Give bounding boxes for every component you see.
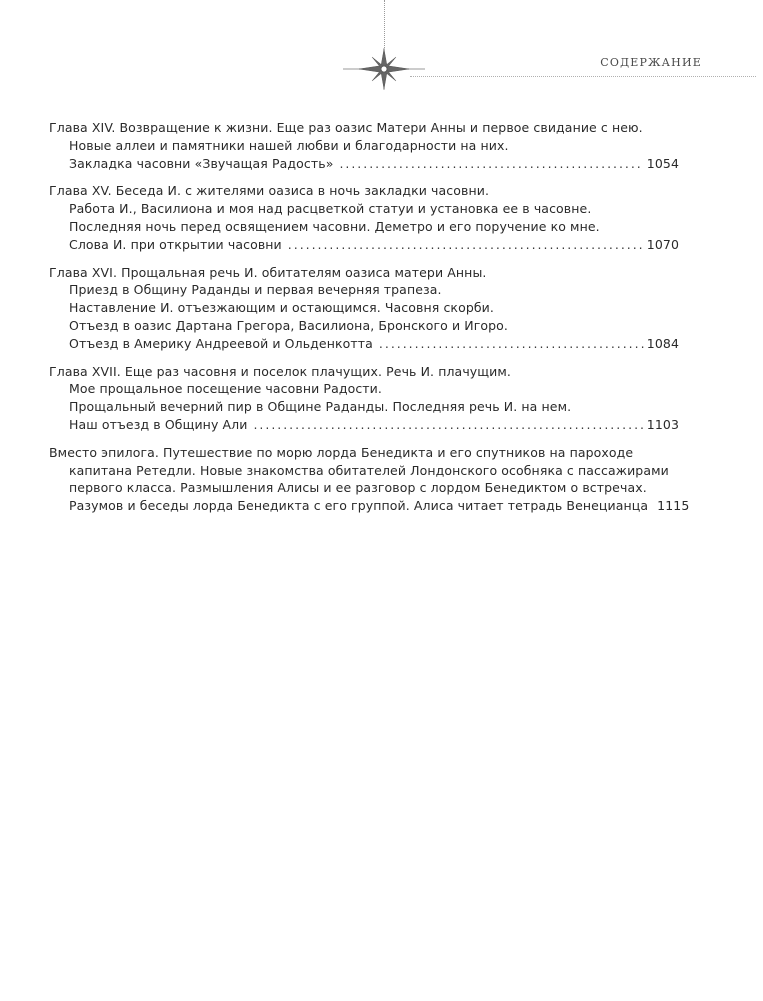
toc-entry: [49, 119, 679, 172]
top-dotted-rule: [384, 0, 385, 48]
toc-line-last: [49, 155, 679, 173]
toc-line-text: Отъезд в Америку Андреевой и Ольденкотта: [69, 335, 373, 351]
toc-line: Отъезд в оазис Дартана Грегора, Василиона, Бронского и Игоро.: [69, 317, 508, 333]
dot-leader: [339, 155, 643, 173]
toc-line-last: [49, 497, 690, 515]
page-number: 1103: [646, 416, 679, 432]
toc-line: Наставление И. отъезжающим и остающимся. Часовня скорби.: [69, 300, 494, 316]
toc-line: Новые аллеи и памятники нашей любви и благодарности на них.: [69, 137, 509, 153]
toc-line: Мое прощальное посещение часовни Радости.: [69, 381, 382, 397]
dot-leader: [253, 416, 643, 434]
header-dotted-rule: [410, 76, 756, 77]
toc-line-last: [49, 236, 679, 254]
running-head: СОДЕРЖАНИЕ: [600, 56, 702, 69]
toc-entry: [49, 444, 690, 515]
toc-line: Глава XV. Беседа И. с жителями оазиса в ночь закладки часовни.: [49, 183, 490, 199]
toc-line: Вместо эпилога. Путешествие по морю лорда Бенедикта и его спутников на пароходе: [49, 444, 634, 460]
toc-line: капитана Ретедли. Новые знакомства обитателей Лондонского особняка с пассажирами: [69, 462, 669, 478]
toc-line: Приезд в Общину Раданды и первая вечерняя трапеза.: [69, 282, 442, 298]
toc-line: Глава XVI. Прощальная речь И. обитателям оазиса матери Анны.: [49, 264, 487, 280]
page-number: 1115: [657, 498, 690, 514]
dot-leader: [288, 236, 644, 254]
dot-leader: [379, 335, 644, 353]
page-number: 1070: [646, 236, 679, 252]
toc-line-text: Наш отъезд в Общину Али: [69, 416, 248, 432]
toc-entry: [49, 363, 679, 434]
page-number: 1054: [646, 155, 679, 171]
toc-line: Глава XIV. Возвращение к жизни. Еще раз оазис Матери Анны и первое свидание с нею.: [49, 120, 643, 135]
page-number: 1084: [646, 335, 679, 351]
toc-line: первого класса. Размышления Алисы и ее разговор с лордом Бенедиктом о встречах.: [69, 480, 647, 496]
toc-line: Последняя ночь перед освящением часовни. Деметро и его поручение ко мне.: [69, 218, 600, 234]
toc-entry: [49, 182, 679, 253]
compass-rose-icon: [343, 46, 425, 92]
table-of-contents: [49, 119, 690, 525]
toc-entry: [49, 264, 679, 353]
toc-line-text: Слова И. при открытии часовни: [69, 236, 282, 252]
toc-line: Прощальный вечерний пир в Общине Раданды. Последняя речь И. на нем.: [69, 399, 572, 415]
toc-line-last: [49, 416, 679, 434]
toc-line-text: Закладка часовни «Звучащая Радость»: [69, 155, 334, 171]
toc-line: Работа И., Василиона и моя над расцветкой статуи и установка ее в часовне.: [69, 201, 592, 217]
toc-line: Глава XVII. Еще раз часовня и поселок плачущих. Речь И. плачущим.: [49, 363, 511, 379]
toc-line-text: Разумов и беседы лорда Бенедикта с его группой. Алиса читает тетрадь Венецианца: [69, 498, 649, 514]
toc-line-last: [49, 335, 679, 353]
